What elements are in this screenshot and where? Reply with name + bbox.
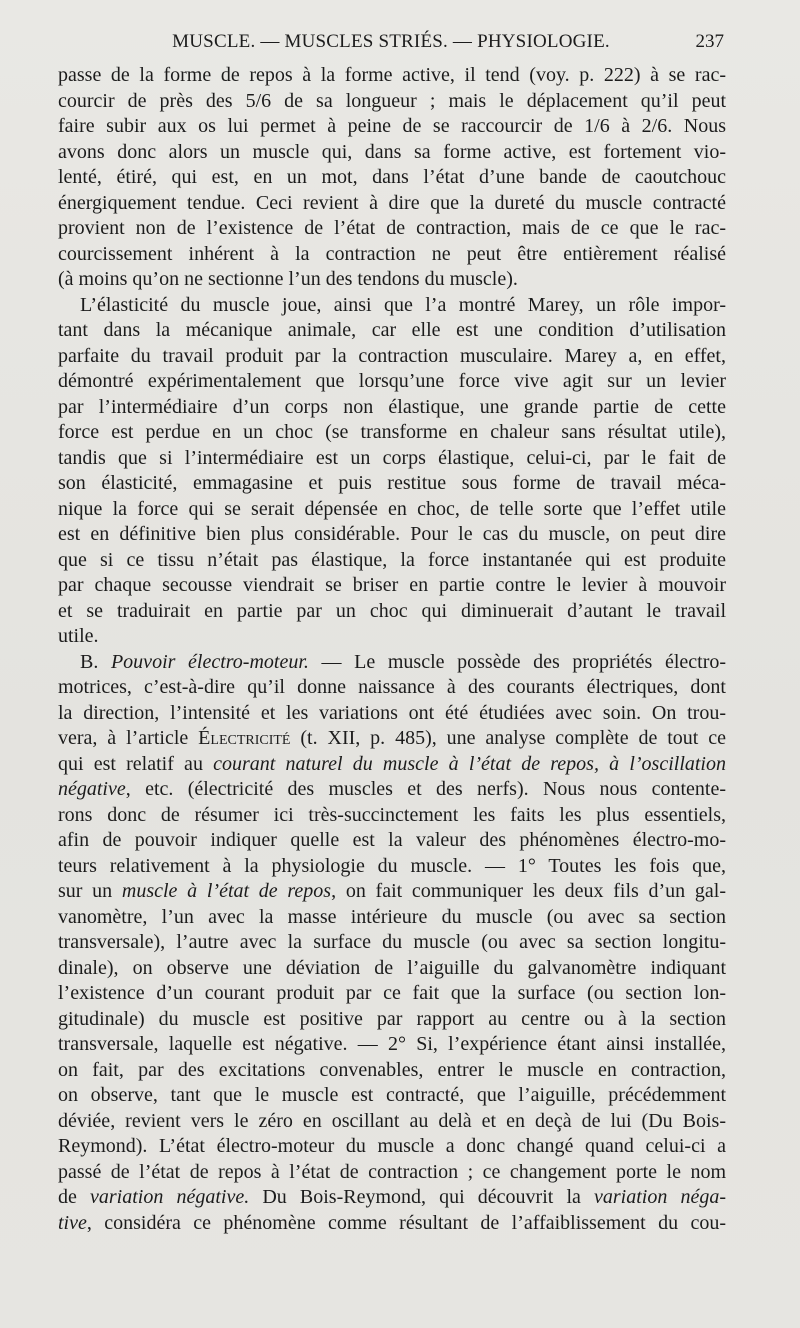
paragraph-start-line: L’élasticité du muscle joue, ainsi que l’a montré Marey, un rôle impor-: [80, 293, 726, 316]
text-line: (à moins qu’on ne sectionne l’un des tendons du muscle).: [58, 268, 518, 290]
text-line: sur un muscle à l’état de repos, on fait communiquer les deux fils d’un gal-: [58, 880, 726, 902]
text-line: motrices, c’est-à-dire qu’il donne naissance à des courants électriques, dont: [58, 676, 726, 698]
text-line: on observe, tant que le muscle est contracté, que l’aiguille, précédemment: [58, 1084, 726, 1106]
text-line: qui est relatif au courant naturel du muscle à l’état de repos, à l’oscillation: [58, 752, 726, 775]
text-line: par chaque secousse viendrait se briser en partie contre le levier à mouvoir: [58, 574, 726, 596]
paragraph-start-line: B. Pouvoir électro-moteur. — Le muscle possède des propriétés électro-: [80, 650, 726, 673]
italic-term: Pouvoir électro-moteur.: [110, 650, 309, 673]
italic-term: négative: [58, 778, 126, 800]
text-line: on fait, par des excitations convenables, entrer le muscle en contraction,: [58, 1058, 726, 1081]
text-line: la direction, l’intensité et les variations ont été étudiées avec soin. On trou-: [58, 701, 726, 724]
body-text: [58, 63, 726, 1236]
small-caps-term: Électricité: [198, 727, 291, 749]
text-line: teurs relativement à la physiologie du muscle. — 1° Toutes les fois que,: [58, 854, 726, 877]
text-line: utile.: [58, 625, 99, 647]
italic-term: variation néga-: [594, 1186, 726, 1208]
text-line: avons donc alors un muscle qui, dans sa forme active, est fortement vio-: [58, 140, 726, 163]
text-line: son élasticité, emmagasine et puis restitue sous forme de travail méca-: [58, 472, 726, 494]
text-line: afin de pouvoir indiquer quelle est la valeur des phénomènes électro-mo-: [58, 829, 726, 851]
text-line: l’existence d’un courant produit par ce fait que la surface (ou section lon-: [58, 982, 726, 1004]
text-line: passé de l’état de repos à l’état de contraction ; ce changement porte le nom: [58, 1160, 726, 1183]
text-line: courcir de près des 5/6 de sa longueur ; mais le déplacement qu’il peut: [58, 89, 726, 112]
italic-term: tive: [58, 1211, 87, 1234]
text-line: courcissement inhérent à la contraction ne peut être entièrement réalisé: [58, 242, 726, 265]
text-line: transversale), l’autre avec la surface du muscle (ou avec sa section longitu-: [58, 931, 726, 953]
text-line: vera, à l’article Électricité (t. XII, p. 485), une analyse complète de tout ce: [58, 727, 726, 749]
text-line: déviée, revient vers le zéro en oscillant au delà et en deçà de lui (Du Bois-: [58, 1109, 726, 1132]
text-line: passe de la forme de repos à la forme active, il tend (voy. p. 222) à se rac-: [58, 64, 726, 86]
text-line: par l’intermédiaire d’un corps non élastique, une grande partie de cette: [58, 395, 726, 418]
text-line: gitudinale) du muscle est positive par rapport au centre ou à la section: [58, 1007, 726, 1030]
text-line: dinale), on observe une déviation de l’aiguille du galvanomètre indiquant: [58, 956, 726, 979]
text-line: tive, considéra ce phénomène comme résultant de l’affaiblissement du cou-: [58, 1211, 726, 1234]
text-line: tant dans la mécanique animale, car elle est une condition d’utilisation: [58, 319, 726, 341]
text-line: négative, etc. (électricité des muscles et des nerfs). Nous nous contente-: [58, 778, 726, 800]
text-line: tandis que si l’intermédiaire est un corps élastique, celui-ci, par le fait de: [58, 446, 726, 469]
text-line: force est perdue en un choc (se transforme en chaleur sans résultat utile),: [58, 421, 726, 443]
text-line: démontré expérimentalement que lorsqu’une force vive agit sur un levier: [58, 370, 726, 392]
text-line: est en définitive bien plus considérable. Pour le cas du muscle, on peut dire: [58, 523, 726, 545]
italic-term: muscle à l’état de repos: [121, 880, 332, 902]
text-line: parfaite du travail produit par la contraction musculaire. Marey a, en effet,: [58, 344, 726, 367]
text-line: provient non de l’existence de l’état de contraction, mais de ce que le rac-: [58, 217, 726, 239]
page-number: 237: [695, 31, 724, 52]
text-line: énergiquement tendue. Ceci revient à dire que la dureté du muscle contracté: [58, 191, 726, 214]
italic-term: courant naturel du muscle à l’état de repos, à l’oscillation: [213, 752, 726, 775]
running-head-title: MUSCLE. — MUSCLES STRIÉS. — PHYSIOLOGIE.: [172, 31, 610, 52]
text-line: que si ce tissu n’était pas élastique, la force instantanée qui est produite: [58, 548, 726, 571]
italic-term: variation négative.: [90, 1186, 250, 1208]
text-line: et se traduirait en partie par un choc qui diminuerait d’autant le travail: [58, 599, 726, 622]
text-line: rons donc de résumer ici très-succinctement les faits les plus essentiels,: [58, 803, 726, 826]
text-line: lenté, étiré, qui est, en un mot, dans l’état d’une bande de caoutchouc: [58, 166, 726, 188]
text-line: Reymond). L’état électro-moteur du muscle a donc changé quand celui-ci a: [58, 1135, 726, 1157]
text-line: faire subir aux os lui permet à peine de se raccourcir de 1/6 à 2/6. Nous: [58, 115, 726, 137]
text-line: nique la force qui se serait dépensée en choc, de telle sorte que l’effet utile: [58, 497, 726, 520]
running-head: [58, 28, 724, 56]
text-line: de variation négative. Du Bois-Reymond, qui découvrit la variation néga-: [58, 1186, 726, 1208]
text-line: transversale, laquelle est négative. — 2° Si, l’expérience étant ainsi installée,: [58, 1033, 726, 1055]
text-line: vanomètre, l’un avec la masse intérieure du muscle (ou avec sa section: [58, 905, 726, 928]
